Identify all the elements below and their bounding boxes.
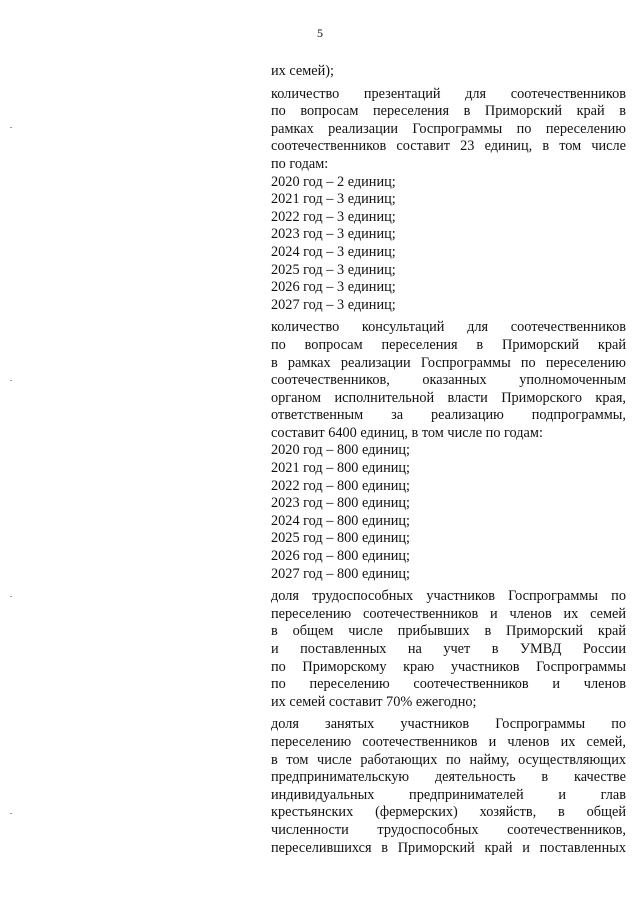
text-line: составит 6400 единиц, в том числе по годам: [271,424,543,441]
margin-mark [10,127,12,128]
margin-mark [10,596,12,597]
paragraph [271,86,626,315]
text-line: 2025 год – 3 единиц; [271,261,396,278]
text-line: по годам: [271,155,329,172]
paragraph [271,319,626,583]
text-line: 2021 год – 800 единиц; [271,460,411,477]
text-line: в общем числе прибывших в Приморский край [271,623,626,640]
paragraph [271,716,626,857]
text-line: доля трудоспособных участников Госпрограммы по [271,588,626,605]
text-line: соотечественников составит 23 единиц, в том числе [271,138,626,155]
text-line: 2027 год – 3 единиц; [271,296,396,313]
text-line: 2023 год – 800 единиц; [271,495,411,512]
text-line: и поставленных на учет в УМВД России [271,641,626,657]
text-line: численности трудоспособных соотечественников, [271,821,626,838]
text-line: соотечественников, оказанных уполномоченным [271,372,626,389]
text-line: 2022 год – 3 единиц; [271,208,396,225]
text-line: 2020 год – 2 единиц; [271,173,396,190]
margin-mark [10,380,12,381]
text-line: в том числе работающих по найму, осуществляющих [271,751,626,768]
text-line: органом исполнительной власти Приморского края, [271,389,626,406]
text-line: по Приморскому краю участников Госпрограммы [271,658,626,675]
text-line: переселению соотечественников и членов их семей [271,605,626,622]
text-line: по вопросам переселения в Приморский край [271,336,626,353]
text-line: 2024 год – 800 единиц; [271,512,411,529]
text-line: 2024 год – 3 единиц; [271,243,396,260]
text-line: их семей составит 70% ежегодно; [271,693,477,710]
text-line: количество презентаций для соотечественников [271,85,626,102]
text-line: по переселению соотечественников и членов [271,676,626,693]
text-line: 2023 год – 3 единиц; [271,226,396,243]
text-line: крестьянских (фермерских) хозяйств, в общей [271,804,626,821]
text-line: предпринимательскую деятельность в качестве [271,769,626,786]
text-line: в рамках реализации Госпрограммы по переселению [271,354,626,371]
text-line: доля занятых участников Госпрограммы по [271,716,626,733]
text-line: 2025 год – 800 единиц; [271,530,411,547]
text-line: 2027 год – 800 единиц; [271,565,411,582]
text-line: их семей); [271,63,335,79]
margin-mark [10,813,12,814]
text-line: 2026 год – 800 единиц; [271,548,411,565]
paragraph [271,588,626,711]
text-line: переселившихся в Приморский край и поставленных [271,839,626,856]
text-line: рамках реализации Госпрограммы по переселению [271,120,626,137]
text-line: ответственным за реализацию подпрограммы, [271,407,626,424]
text-line: 2022 год – 800 единиц; [271,477,411,494]
text-line: индивидуальных предпринимателей и глав [271,786,626,803]
page-number: 5 [317,26,323,40]
text-line: переселению соотечественников и членов их семей, [271,733,626,750]
document-body [271,63,626,857]
text-line: 2020 год – 800 единиц; [271,442,411,459]
text-line: 2026 год – 3 единиц; [271,279,396,296]
text-line: 2021 год – 3 единиц; [271,191,396,208]
text-line: по вопросам переселения в Приморский край в [271,103,626,120]
paragraph [271,63,626,81]
text-line: количество консультаций для соотечественников [271,319,626,336]
